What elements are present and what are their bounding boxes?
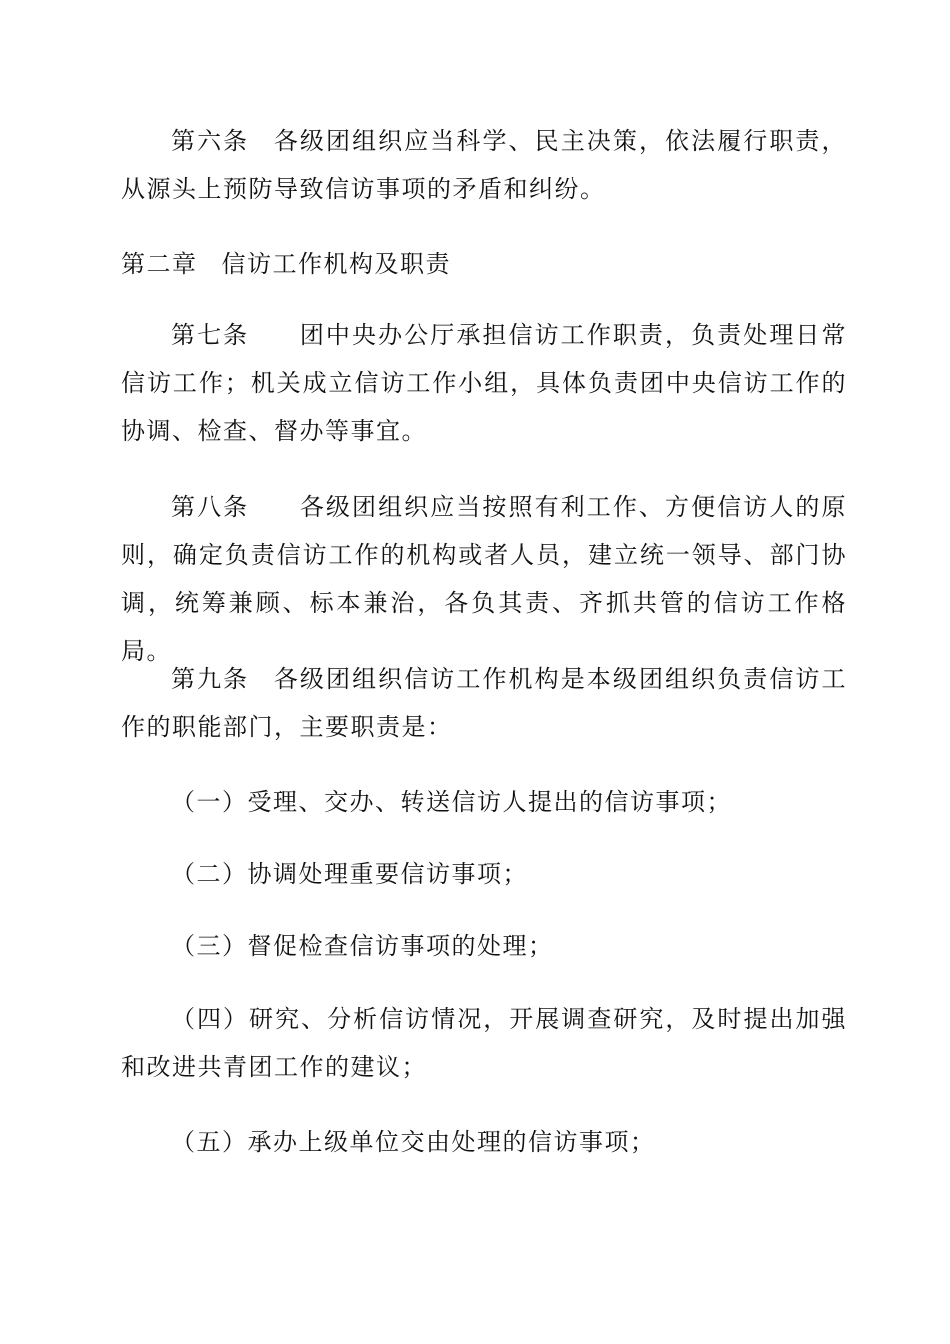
article-8-label: 第八条 — [171, 493, 250, 521]
article-6-text: 各级团组织应当科学、民主决策，依法履行职责，从源头上预防导致信访事项的矛盾和纠纷。 — [121, 127, 848, 203]
chapter-2-heading — [121, 240, 451, 288]
list-item-3: （三）督促检查信访事项的处理； — [171, 932, 554, 960]
article-9 — [121, 655, 847, 751]
article-7 — [121, 311, 847, 455]
list-item-5: （五）承办上级单位交由处理的信访事项； — [171, 1128, 656, 1156]
article-7-label: 第七条 — [171, 321, 250, 349]
article-6-label: 第六条 — [171, 127, 250, 155]
article-8 — [121, 483, 847, 675]
article-8-text: 各级团组织应当按照有利工作、方便信访人的原则，确定负责信访工作的机构或者人员，建立统一领导、部门协调，统筹兼顾、标本兼治，各负其责、齐抓共管的信访工作格局。 — [121, 493, 847, 665]
article-6 — [121, 117, 847, 213]
list-item-4: （四）研究、分析信访情况，开展调查研究，及时提出加强和改进共青团工作的建议； — [121, 1005, 847, 1081]
article-9-text: 各级团组织信访工作机构是本级团组织负责信访工作的职能部门，主要职责是： — [121, 665, 848, 741]
article-9-label: 第九条 — [171, 665, 250, 693]
list-item-2: （二）协调处理重要信访事项； — [171, 860, 528, 888]
list-item-1: （一）受理、交办、转送信访人提出的信访事项； — [171, 788, 732, 816]
chapter-2-title: 信访工作机构及职责 — [221, 250, 451, 278]
article-7-text: 团中央办公厅承担信访工作职责，负责处理日常信访工作；机关成立信访工作小组，具体负责团中央信访工作的协调、检查、督办等事宜。 — [121, 321, 847, 445]
chapter-2-label: 第二章 — [121, 250, 198, 278]
